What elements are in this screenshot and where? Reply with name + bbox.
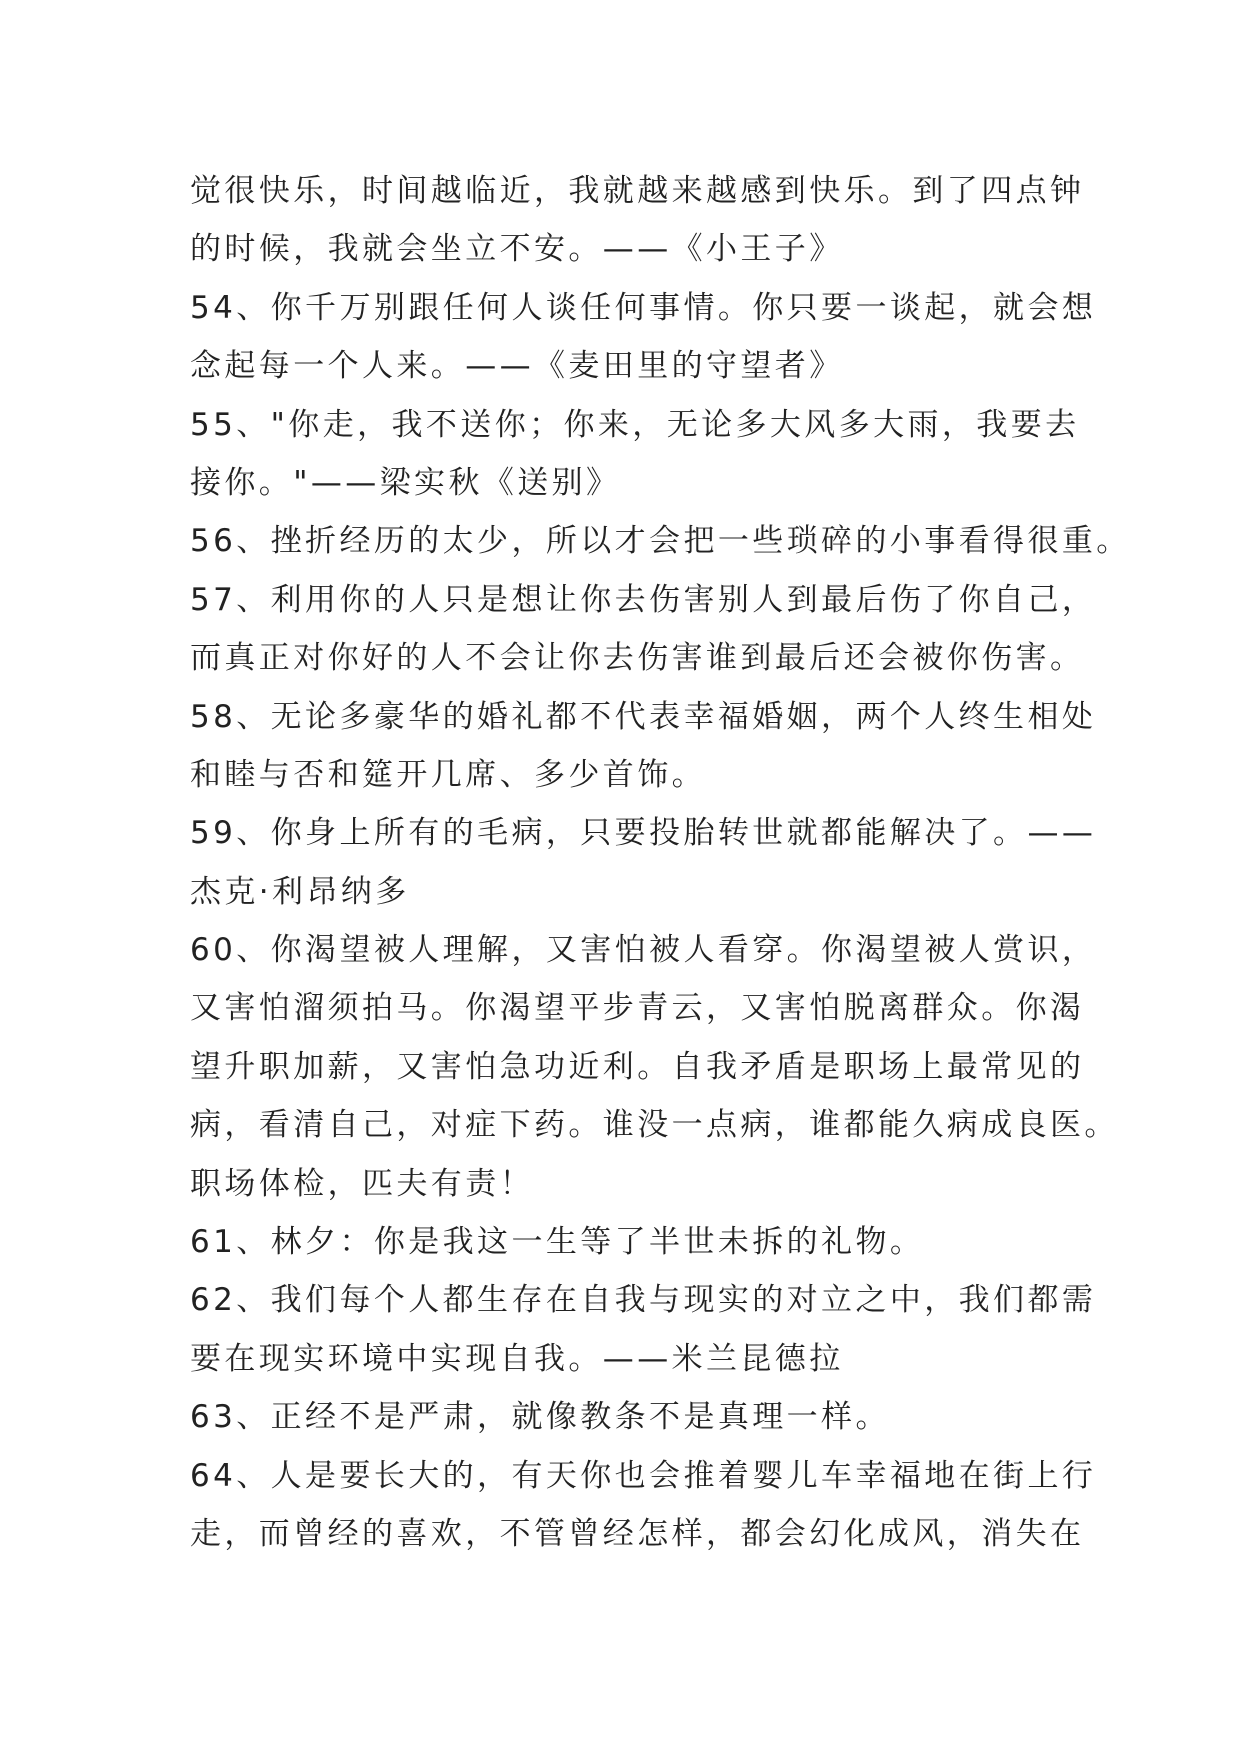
text-line: 接你。"——梁实秋《送别》 bbox=[190, 464, 621, 501]
text-line: 走，而曾经的喜欢，不管曾经怎样，都会幻化成风，消失在 bbox=[190, 1515, 1085, 1552]
text-line: 63、正经不是严肃，就像教条不是真理一样。 bbox=[190, 1399, 890, 1436]
document-body bbox=[190, 162, 1131, 1563]
text-line: 64、人是要长大的，有天你也会推着婴儿车幸福地在街上行 bbox=[190, 1457, 1097, 1494]
text-line: 和睦与否和筵开几席、多少首饰。 bbox=[190, 756, 706, 793]
text-line: 55、"你走，我不送你；你来，无论多大风多大雨，我要去 bbox=[190, 406, 1080, 443]
text-line: 的时候，我就会坐立不安。——《小王子》 bbox=[190, 231, 844, 268]
text-line: 54、你千万别跟任何人谈任何事情。你只要一谈起，就会想 bbox=[190, 289, 1097, 326]
text-line: 59、你身上所有的毛病，只要投胎转世就都能解决了。—— bbox=[190, 815, 1097, 852]
text-line: 病，看清自己，对症下药。谁没一点病，谁都能久病成良医。 bbox=[190, 1107, 1119, 1144]
text-line: 60、你渴望被人理解，又害怕被人看穿。你渴望被人赏识， bbox=[190, 932, 1097, 969]
text-line: 要在现实环境中实现自我。——米兰昆德拉 bbox=[190, 1340, 844, 1377]
text-line: 而真正对你好的人不会让你去伤害谁到最后还会被你伤害。 bbox=[190, 640, 1085, 677]
text-line: 杰克·利昂纳多 bbox=[190, 873, 410, 910]
text-line: 觉很快乐，时间越临近，我就越来越感到快乐。到了四点钟 bbox=[190, 173, 1085, 209]
text-line: 56、挫折经历的太少，所以才会把一些琐碎的小事看得很重。 bbox=[190, 523, 1131, 560]
text-line: 61、林夕：你是我这一生等了半世未拆的礼物。 bbox=[190, 1224, 925, 1261]
text-line: 职场体检，匹夫有责！ bbox=[190, 1165, 534, 1202]
text-line: 望升职加薪，又害怕急功近利。自我矛盾是职场上最常见的 bbox=[190, 1048, 1085, 1085]
text-line: 58、无论多豪华的婚礼都不代表幸福婚姻，两个人终生相处 bbox=[190, 698, 1097, 735]
text-line: 62、我们每个人都生存在自我与现实的对立之中，我们都需 bbox=[190, 1282, 1097, 1319]
text-line: 念起每一个人来。——《麦田里的守望者》 bbox=[190, 348, 844, 385]
text-line: 又害怕溜须拍马。你渴望平步青云，又害怕脱离群众。你渴 bbox=[190, 990, 1085, 1027]
text-line: 57、利用你的人只是想让你去伤害别人到最后伤了你自己， bbox=[190, 581, 1097, 618]
